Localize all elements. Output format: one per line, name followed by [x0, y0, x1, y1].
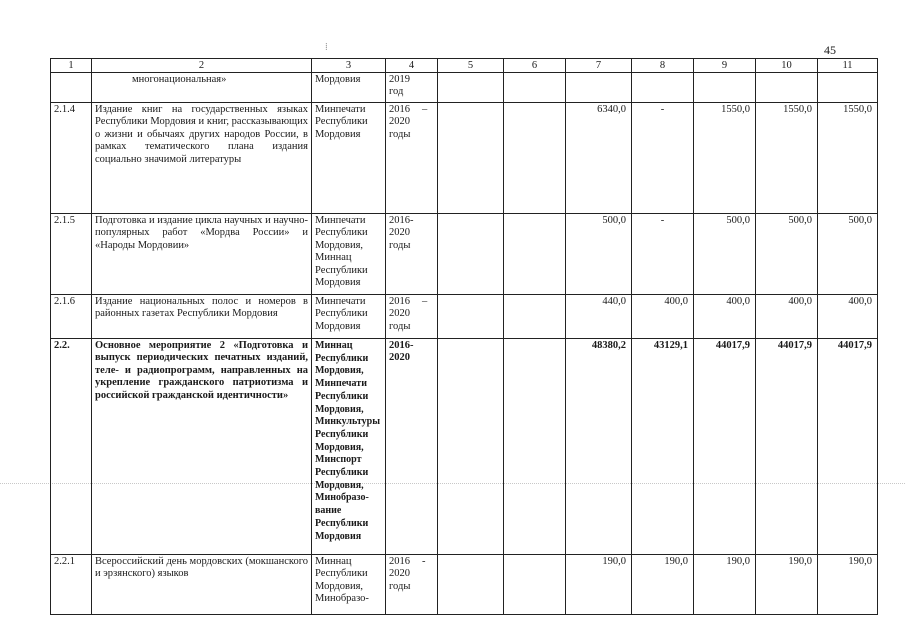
column-header: 3 [312, 59, 386, 73]
page-number: 45 [824, 43, 836, 57]
table-row [51, 339, 878, 555]
row-col7: 48380,2 [566, 339, 632, 555]
period-text: 2016 2020 годы [389, 104, 411, 140]
row-period: 2019 год [386, 73, 438, 103]
row-executor: Миннац Республики Мордовия, Минобразо- [312, 555, 386, 615]
row-period [386, 103, 438, 214]
row-name: Издание национальных полос и номеров в районных газетах Республики Мордовия [92, 295, 312, 339]
row-period [386, 295, 438, 339]
row-executor: Миннац Республики Мордовия, Минпечати Республики Мордовия, Минкультуры Республики Мордовия, Минспорт Республики Мордовия, Минобразо-вание Республики Мордовия [312, 339, 386, 555]
row-col10: 500,0 [756, 214, 818, 295]
row-col10 [756, 73, 818, 103]
column-header: 8 [632, 59, 694, 73]
row-col6 [504, 555, 566, 615]
row-col5 [438, 73, 504, 103]
row-col9: 500,0 [694, 214, 756, 295]
row-col6 [504, 295, 566, 339]
row-col8: - [632, 103, 694, 214]
row-col10: 400,0 [756, 295, 818, 339]
row-id: 2.1.5 [51, 214, 92, 295]
row-name: Издание книг на государственных языках Республики Мордовия и книг, рассказывающих о жизни и обычаях других народов России, в рамках тематического плана издания социально значимой литературы [92, 103, 312, 214]
row-period: 2016- 2020 [386, 339, 438, 555]
dash-mark: – [422, 104, 428, 115]
column-header: 1 [51, 59, 92, 73]
row-col10: 190,0 [756, 555, 818, 615]
column-header: 6 [504, 59, 566, 73]
row-col8: 190,0 [632, 555, 694, 615]
row-period [386, 555, 438, 615]
row-name: Основное мероприятие 2 «Подготовка и выпуск периодических печатных изданий, теле- и радиопрограмм, направленных на укрепление гражданского патриотизма и российской гражданской идентичности» [92, 339, 312, 555]
dash-mark: - [422, 556, 426, 567]
row-name: многонациональная» [92, 73, 312, 103]
table-row [51, 295, 878, 339]
row-col7: 440,0 [566, 295, 632, 339]
period-text: 2016 2020 годы [389, 556, 411, 592]
row-col5 [438, 339, 504, 555]
row-id [51, 73, 92, 103]
row-col7: 500,0 [566, 214, 632, 295]
row-id: 2.1.6 [51, 295, 92, 339]
row-name: Подготовка и издание цикла научных и научно-популярных работ «Мордва России» и «Народы Мордовии» [92, 214, 312, 295]
column-header: 4 [386, 59, 438, 73]
table-header-row [51, 59, 878, 73]
column-header: 11 [818, 59, 878, 73]
row-col7 [566, 73, 632, 103]
row-col8: 43129,1 [632, 339, 694, 555]
row-col5 [438, 103, 504, 214]
row-executor: Мордовия [312, 73, 386, 103]
row-col11: 44017,9 [818, 339, 878, 555]
row-col6 [504, 103, 566, 214]
row-col8: 400,0 [632, 295, 694, 339]
row-col5 [438, 555, 504, 615]
table-row [51, 103, 878, 214]
budget-table [50, 58, 878, 615]
row-col10: 44017,9 [756, 339, 818, 555]
column-header: 9 [694, 59, 756, 73]
row-col5 [438, 295, 504, 339]
row-id: 2.1.4 [51, 103, 92, 214]
column-header: 10 [756, 59, 818, 73]
dash-mark: – [422, 296, 428, 307]
row-period: 2016- 2020 годы [386, 214, 438, 295]
row-executor: Минпечати Республики Мордовия, Миннац Республики Мордовия [312, 214, 386, 295]
row-col6 [504, 214, 566, 295]
row-col9: 190,0 [694, 555, 756, 615]
row-col9 [694, 73, 756, 103]
row-col11: 500,0 [818, 214, 878, 295]
row-col6 [504, 339, 566, 555]
table-row [51, 555, 878, 615]
table-row [51, 214, 878, 295]
table-row [51, 73, 878, 103]
row-col11: 1550,0 [818, 103, 878, 214]
row-col9: 1550,0 [694, 103, 756, 214]
row-name: Всероссийский день мордовских (мокшанского и эрзянского) языков [92, 555, 312, 615]
row-col8 [632, 73, 694, 103]
row-col11: 400,0 [818, 295, 878, 339]
row-col11 [818, 73, 878, 103]
row-col10: 1550,0 [756, 103, 818, 214]
period-text: 2016 2020 годы [389, 296, 411, 332]
row-col11: 190,0 [818, 555, 878, 615]
row-executor: Минпечати Республики Мордовия [312, 103, 386, 214]
row-col6 [504, 73, 566, 103]
row-id: 2.2. [51, 339, 92, 555]
column-header: 7 [566, 59, 632, 73]
row-col5 [438, 214, 504, 295]
row-col8: - [632, 214, 694, 295]
row-col7: 190,0 [566, 555, 632, 615]
column-header: 5 [438, 59, 504, 73]
row-col9: 44017,9 [694, 339, 756, 555]
scan-mark: ⁞ [325, 42, 328, 53]
row-col7: 6340,0 [566, 103, 632, 214]
row-executor: Минпечати Республики Мордовия [312, 295, 386, 339]
column-header: 2 [92, 59, 312, 73]
row-id: 2.2.1 [51, 555, 92, 615]
row-col9: 400,0 [694, 295, 756, 339]
